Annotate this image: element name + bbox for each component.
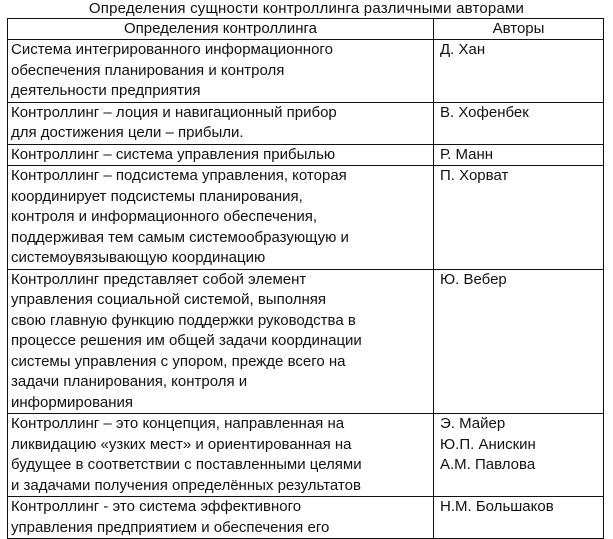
definition-cell <box>8 269 434 414</box>
definition-line: Контроллинг – система управления прибылью <box>11 145 336 163</box>
definition-cell <box>8 414 434 497</box>
author-cell <box>434 166 604 270</box>
definition-line: системоувязывающую координацию <box>11 249 266 266</box>
author-cell <box>434 144 604 166</box>
definition-line: деятельности предприятия <box>11 82 201 99</box>
definition-line: системы управления с упором, прежде всего на <box>11 352 346 370</box>
definition-line: Контроллинг представляет собой элемент <box>11 270 307 288</box>
definition-line: Контроллинг – подсистема управления, которая <box>11 167 347 184</box>
definition-cell <box>8 166 434 270</box>
definition-line: координирует подсистемы планирования, <box>11 187 303 205</box>
author-name: В. Хофенбек <box>440 103 529 121</box>
definition-line: Контроллинг – лоция и навигационный прибор <box>11 103 337 121</box>
table-row <box>8 102 604 144</box>
definition-line: управления социальной системой, выполняя <box>11 291 326 308</box>
author-cell <box>434 414 604 497</box>
table-title: Определения сущности контроллинга различными авторами <box>88 0 525 17</box>
definition-line: процессе решения им общей задачи координации <box>11 332 362 349</box>
author-cell <box>434 102 604 144</box>
definition-line: Система интегрированного информационного <box>11 41 333 58</box>
definition-line: для достижения цели – прибыли. <box>11 124 244 141</box>
definition-line: поддерживая тем самым системообразующую и <box>11 228 349 246</box>
author-name: Ю. Вебер <box>440 270 507 288</box>
author-cell <box>434 497 604 539</box>
table-row <box>8 144 604 166</box>
table-row <box>8 497 604 539</box>
definition-line: контроля и информационного обеспечения, <box>11 208 318 225</box>
definition-cell <box>8 497 434 539</box>
author-name: Н.М. Большаков <box>440 498 554 515</box>
table-row <box>8 40 604 103</box>
table-row <box>8 269 604 414</box>
author-cell <box>434 269 604 414</box>
definition-line: задачи планирования, контроля и <box>11 373 248 390</box>
definition-cell <box>8 144 434 166</box>
author-name: П. Хорват <box>440 167 509 184</box>
author-name: Р. Манн <box>440 145 494 163</box>
definition-line: будущее в соответствии с поставленными целями <box>11 456 362 473</box>
definition-line: свою главную функцию поддержки руководства в <box>11 311 356 329</box>
header-authors: Авторы <box>434 19 604 40</box>
definition-line: Контроллинг – это концепция, направленная на <box>11 415 345 432</box>
definition-cell <box>8 40 434 103</box>
author-name: Э. Майер <box>440 415 506 432</box>
table-row <box>8 414 604 497</box>
author-name: А.М. Павлова <box>440 456 536 473</box>
definition-line: и задачами получения определённых результатов <box>11 476 361 494</box>
author-cell <box>434 40 604 103</box>
author-name: Д. Хан <box>440 41 486 58</box>
definition-line: Контроллинг - это система эффективного <box>11 498 302 515</box>
table-row <box>8 166 604 270</box>
definition-line: ликвидацию «узких мест» и ориентированная на <box>11 435 352 453</box>
table-body <box>8 40 604 539</box>
definition-cell <box>8 102 434 144</box>
header-definitions: Определения контроллинга <box>8 19 434 40</box>
definitions-table <box>7 18 604 539</box>
header-row <box>8 19 604 40</box>
definition-line: обеспечения планирования и контроля <box>11 61 285 79</box>
definition-line: управления предприятием и обеспечения его <box>11 518 330 536</box>
author-name: Ю.П. Анискин <box>440 435 536 453</box>
definition-line: информирования <box>11 393 133 411</box>
